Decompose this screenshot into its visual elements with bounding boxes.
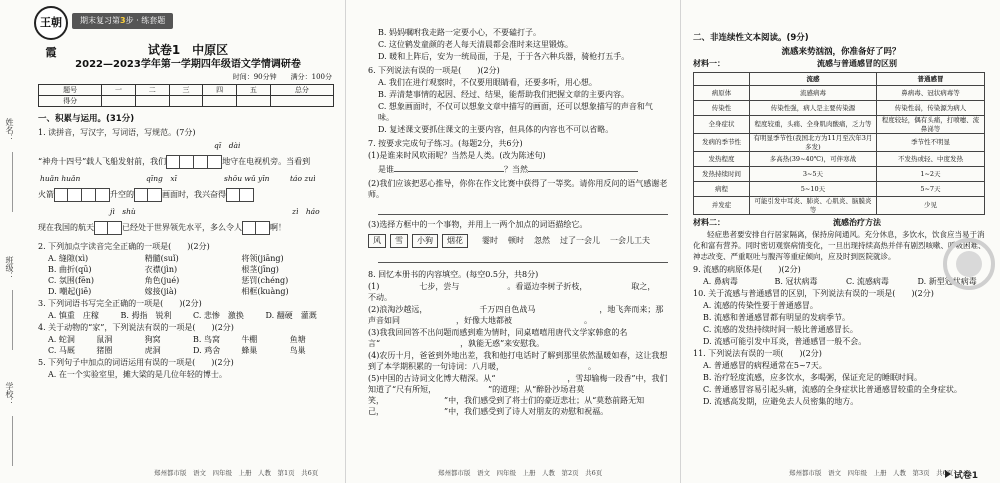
- option: 鱼塘: [289, 335, 306, 344]
- page-2-content: [368, 26, 684, 418]
- char-box-pair[interactable]: [242, 221, 270, 235]
- brand-logo: [34, 6, 68, 59]
- table-header-cell: 流感: [750, 73, 877, 86]
- q8-part-4: (4)农历十月，爸爸到外地出差，我和他打电话时了解到那里依然温暖如春，这让我想到了本学期积累的一句诗词：八月暖， 。: [368, 351, 668, 371]
- binding-sidebar: [0, 0, 26, 483]
- dotted-word: 霎时: [482, 236, 498, 245]
- choice-chip: 小狗: [412, 234, 438, 248]
- page-footer: 郑州都市版 语文 四年级 上册 人教 第2页 共6页: [438, 469, 603, 477]
- reading-heading: 流感来势汹汹，你准备好了吗？: [781, 47, 901, 57]
- choice-chip: 风: [368, 234, 386, 248]
- pinyin: qīng xī: [146, 174, 177, 183]
- q5-option-a: A. 在一个实验室里，摊大梁的是几位年轻的博士。: [48, 370, 227, 379]
- table-cell: 少见: [876, 197, 984, 215]
- q2-options-row: [38, 253, 338, 264]
- option: D. 新型冠状病毒: [917, 277, 977, 286]
- option: C. 氛围(fēn): [48, 276, 95, 285]
- score-cell[interactable]: [270, 96, 333, 107]
- q8-part-1: (1) 七步，尝与 。看逼边李树子折枝， 取之， 不动。: [368, 282, 684, 302]
- table-row: [694, 167, 985, 182]
- table-cell: 并发症: [694, 197, 750, 215]
- q7-part-2: (2)我们应该把恶心推导，你你在作文比赛中获得了一等奖。请你用反问的语气感谢老师。: [368, 179, 668, 199]
- table-cell: 季节性不明显: [876, 134, 984, 152]
- option: 根茎(jīng): [241, 265, 279, 274]
- option: C. 想象画面时，不仅可以想象文章中描写的画面，还可以想象描写的声音和气味。: [378, 102, 653, 122]
- answer-blank[interactable]: [394, 171, 504, 172]
- score-cell[interactable]: [102, 96, 136, 107]
- score-table-header: [39, 85, 334, 96]
- paper-tag: [945, 470, 978, 481]
- page-3: [680, 0, 1000, 483]
- q8-part-3: (3)我我回回答不出问题而感到难为情时，同桌嘻嘻用唐代文学家韩愈的名言“ ，孰能无惑”来安慰我。: [368, 328, 628, 348]
- question-3: 3. 下列词语书写完全正确的一项是( )(2分): [38, 299, 202, 308]
- pinyin: qī dài: [214, 141, 241, 150]
- score-cell[interactable]: [135, 96, 169, 107]
- q2-options-row: [38, 275, 338, 286]
- score-table: [38, 84, 334, 107]
- material-title: 流感与普通感冒的区别: [817, 59, 897, 68]
- q5-option-c: C. 这位鹤发童颜的老人每天清晨都会准时来这里锻炼。: [378, 40, 573, 49]
- table-row: [694, 152, 985, 167]
- option: B. 流感和普通感冒都有明显的发病季节。: [703, 313, 850, 322]
- score-header-cell: 总分: [270, 85, 333, 96]
- option: 蜂巢: [241, 346, 258, 355]
- table-cell: 3~5天: [750, 167, 877, 182]
- pinyin-row: [38, 172, 338, 185]
- table-cell: 可能引发中耳炎、肺炎、心肌炎、脑膜炎等: [750, 197, 877, 215]
- score-table-row: [39, 96, 334, 107]
- pinyin: táo zuì: [290, 174, 316, 183]
- q4-options-row: [38, 345, 338, 356]
- question-10: 10. 关于流感与普通感冒的区别，下列说法有误的一项是( )(2分): [693, 289, 934, 298]
- score-header-cell: 五: [237, 85, 271, 96]
- banner-text-1: 期末复习第: [80, 16, 120, 25]
- section-1-title: 一、积累与运用。(31分): [38, 114, 135, 124]
- paper-tag-label: 试卷1: [953, 471, 978, 481]
- fill-text: 现在我国的航天: [38, 223, 94, 232]
- score-header-cell: 题号: [39, 85, 102, 96]
- table-row: [694, 182, 985, 197]
- section-2-title: 二、非连续性文本阅读。(9分): [693, 33, 809, 43]
- option: 相框(kuàng): [241, 287, 289, 296]
- table-cell: 全身症状: [694, 116, 750, 134]
- q5-option-b: B. 妈妈嘱咐我走路一定要小心，不要磕打子。: [378, 28, 541, 37]
- table-cell: 鼻病毒、冠状病毒等: [876, 86, 984, 101]
- table-cell: 传染性: [694, 101, 750, 116]
- choice-chip: 雪: [390, 234, 408, 248]
- score-header-cell: 一: [102, 85, 136, 96]
- q4-options-row: [38, 334, 338, 345]
- sidebar-line: [12, 416, 13, 466]
- material-label: 材料一：: [693, 59, 725, 68]
- option: C. 流感的发热持续时间一般比普通感冒长。: [703, 325, 858, 334]
- fill-row-3: [38, 218, 338, 238]
- option: A. 鼻病毒: [703, 277, 738, 286]
- q2-options-row: [38, 264, 338, 275]
- option: 精髓(suǐ): [144, 254, 179, 263]
- question-9: 9. 流感的病原体是( )(2分): [693, 265, 801, 274]
- score-cell[interactable]: [237, 96, 271, 107]
- watermark-stamp: [943, 238, 995, 290]
- option: 衣襟(jìn): [144, 265, 178, 274]
- table-cell: 5~7天: [876, 182, 984, 197]
- option: C. 流感病毒: [846, 277, 889, 286]
- option: 狗窝: [144, 335, 161, 344]
- q9-options-row: [693, 276, 989, 287]
- option: B. 弄清楚事情的起因、经过、结果，能帮助我们把握文章的主要内容。: [378, 90, 629, 99]
- option: 牛棚: [241, 335, 258, 344]
- q5-option-d: D. 暖和上阵后，安为一统局面，于是，于于各六种兵器，骑枪打五手。: [378, 52, 630, 61]
- q8-part-2: (2)浪淘沙越远， 千万四自色战马 ，地飞奔而来；那声音如同 ，好像大地都被 。: [368, 305, 664, 325]
- answer-blank[interactable]: [528, 171, 638, 172]
- answer-line[interactable]: [378, 204, 668, 215]
- pinyin: jì shù: [110, 207, 136, 216]
- option: A. 慎重 庄稼: [48, 311, 99, 320]
- comparison-table: [693, 72, 985, 215]
- dotted-word: 过了一会儿: [560, 236, 600, 245]
- option: D. 嘲起(jiē): [48, 287, 92, 296]
- option: A. 我们在进行观察时，不仅要用眼睛看，还要多听，用心想。: [378, 78, 597, 87]
- question-7: 7. 按要求完成句子练习。(每题2分，共6分): [368, 139, 523, 148]
- page-3-content: [693, 30, 989, 408]
- option: A. 普通感冒的病程通常在5~7天。: [703, 361, 827, 370]
- table-cell: 不发热或轻、中度发热: [876, 152, 984, 167]
- table-cell: 多高热(39~40℃)，可伴寒战: [750, 152, 877, 167]
- page-2: [345, 0, 684, 483]
- choice-chip: 烟花: [442, 234, 468, 248]
- q7-part-1: (1)是谁来时风吹雨呢？当然是人类。(改为陈述句): [368, 151, 546, 160]
- table-row: [694, 86, 985, 101]
- score-header-cell: 二: [135, 85, 169, 96]
- fill-row-1: [38, 152, 338, 172]
- question-8: 8. 回忆本册书的内容填空。(每空0.5分，共8分): [368, 270, 539, 279]
- q3-options-row: [38, 310, 338, 321]
- banner-step: 3: [120, 16, 126, 25]
- pinyin: zì háo: [292, 207, 320, 216]
- q2-options-row: [38, 286, 338, 297]
- question-11: 11. 下列说法有误的一项( )(2分): [693, 349, 822, 358]
- material-2-text: 轻症患者要安排自行居家隔离，保持房间通风。充分休息，多饮水，饮食应当易于消化和富有营养。同时密切观察病情变化，一旦出现持续高热并伴有剧烈咳嗽、呼吸困难、神志改变、严重呕吐与腹泻等重症倾向，应及时到医院就诊。: [693, 230, 986, 261]
- table-cell: 发热程度: [694, 152, 750, 167]
- q7-part-3: (3)选择方框中的一个事物，并用上一两个加点的词语描绘它。: [368, 220, 588, 229]
- question-5: 5. 下列句子中加点的词语运用有误的一项是( )(2分): [38, 358, 234, 367]
- q8-part-5: (5)中国的古诗词文化博大精深。从“ ，雪却输梅一段香”中，我们知道了“尺有所短， ”的道理；从“醉卧沙场君莫笑， ”中，我们感受到了将士们的豪迈悲壮；从“莫愁前路无知己， ”中，我们感受到了诗人对朋友的劝慰和祝福。: [368, 374, 668, 416]
- fill-text: “神舟十四号”载人飞船发射前，我们: [38, 157, 167, 166]
- fill-text: 是谁: [378, 165, 394, 174]
- score-cell[interactable]: [169, 96, 203, 107]
- review-banner: [72, 13, 173, 29]
- option: C. 悲惨 激换: [193, 311, 244, 320]
- option: 鸟巢: [289, 346, 306, 355]
- table-cell: 程度较轻，偶有头痛，打喷嚏、流鼻涕等: [876, 116, 984, 134]
- exam-title: 试卷1 中原区: [147, 43, 229, 57]
- dotted-word: 一会儿工夫: [610, 236, 650, 245]
- table-cell: 流感病毒: [750, 86, 877, 101]
- option: B. 鸟窝: [192, 335, 220, 344]
- page-1-content: [38, 42, 338, 381]
- dotted-word: 忽然: [534, 236, 550, 245]
- table-cell: 1~2天: [876, 167, 984, 182]
- logo-text: 王朝霞: [40, 16, 62, 59]
- option: D. 流感可能引发中耳炎，普通感冒一般不会。: [703, 337, 867, 346]
- page-1: [0, 0, 345, 483]
- comparison-header-row: [694, 73, 985, 86]
- fill-text: 啊！: [270, 223, 286, 232]
- answer-line[interactable]: [378, 252, 668, 263]
- char-box-pair[interactable]: [166, 155, 222, 169]
- table-header-cell: [694, 73, 750, 86]
- option: 角色(jué): [144, 276, 180, 285]
- option: A. 流感的传染性要于普通感冒。: [703, 301, 818, 310]
- material-2-header: [693, 217, 989, 229]
- fill-text: 火箭: [38, 190, 54, 199]
- sidebar-school-label: 学校：: [5, 382, 14, 406]
- q7-part-1-answer: [368, 164, 668, 175]
- page-footer: 郑州都市版 语文 四年级 上册 人教 第1页 共6页: [154, 469, 319, 477]
- table-cell: 传染性强，病人是主要传染源: [750, 101, 877, 116]
- sidebar-class-label: 班级：: [5, 256, 14, 280]
- table-row: [694, 134, 985, 152]
- fill-row-2: [38, 185, 338, 205]
- question-1: 1. 读拼音，写汉字，写词语，写规范。(7分): [38, 128, 196, 137]
- option: D. 鸡舍: [192, 346, 221, 355]
- option: B. 治疗轻度流感，应多饮水，多喝粥，保证充足的睡眠时间。: [703, 373, 922, 382]
- pinyin-row: [38, 205, 338, 218]
- option: B. 曲折(qū): [48, 265, 92, 274]
- banner-text-2: 步 · 练套题: [125, 16, 166, 25]
- char-box-pair[interactable]: [226, 188, 254, 202]
- option: 将领(jiāng): [241, 254, 284, 263]
- option: B. 冠状病毒: [774, 277, 818, 286]
- sidebar-name-label: 姓名：: [5, 118, 14, 142]
- question-6: 6. 下列说法有误的一项是( )(2分): [368, 66, 500, 75]
- material-1-header: [693, 58, 989, 70]
- char-box-pair[interactable]: [94, 221, 122, 235]
- option: 嫁接(jià): [144, 287, 177, 296]
- page-footer: 郑州都市版 语文 四年级 上册 人教 第3页 共6页: [789, 469, 954, 477]
- option: 鼠洞: [96, 335, 113, 344]
- table-cell: 5~10天: [750, 182, 877, 197]
- table-cell: 发热持续时间: [694, 167, 750, 182]
- table-cell: 有明显季节性(我国北方为11月至次年3月多发): [750, 134, 877, 152]
- option: D. 复述课文要抓住课文的主要内容，但具体的内容也不可以省略。: [378, 125, 614, 134]
- material-label: 材料二：: [693, 218, 725, 227]
- table-row: [694, 197, 985, 215]
- pinyin-row: [38, 139, 338, 152]
- table-row: [694, 116, 985, 134]
- score-header-cell: 四: [203, 85, 237, 96]
- fill-text: ？当然: [504, 165, 528, 174]
- exam-meta: 时间：90分钟 满分：100分: [232, 73, 332, 81]
- option: D. 翻硬 灌溉: [265, 311, 317, 320]
- fill-text: 地守在电视机旁。当看到: [222, 157, 311, 166]
- option: 猪圈: [96, 346, 113, 355]
- table-cell: 发病的季节性: [694, 134, 750, 152]
- material-title: 流感治疗方法: [833, 218, 881, 227]
- sidebar-line: [12, 152, 13, 212]
- arrow-icon: [945, 470, 951, 478]
- score-header-cell: 三: [169, 85, 203, 96]
- table-cell: 程度较重，头痛、全身肌肉酸痛，乏力等: [750, 116, 877, 134]
- char-box-pair[interactable]: [134, 188, 162, 202]
- table-cell: 病程: [694, 182, 750, 197]
- option: A. 蛇洞: [48, 335, 75, 344]
- pinyin: huǎn huǎn: [40, 174, 81, 183]
- option: 惩罚(chéng): [241, 276, 289, 285]
- fill-text: 已经处于世界领先水平，多么令人: [122, 223, 242, 232]
- option: 虎洞: [144, 346, 161, 355]
- exam-subtitle: 2022—2023学年第一学期四年级语文学情调研卷: [75, 59, 301, 70]
- fill-text: 画面时，我兴奋得: [162, 190, 226, 199]
- q7-choice-row: [368, 234, 668, 248]
- option: D. 流感高发期，应避免去人员密集的地方。: [703, 397, 859, 406]
- table-header-cell: 普通感冒: [876, 73, 984, 86]
- score-cell[interactable]: [203, 96, 237, 107]
- table-cell: 病原体: [694, 86, 750, 101]
- option: A. 缝隙(xì): [48, 254, 89, 263]
- fill-text: 升空的: [110, 190, 134, 199]
- question-4: 4. 关于动物的“家”，下列说法有误的一项是( )(2分): [38, 323, 234, 332]
- score-row-label: 得分: [39, 96, 102, 107]
- table-cell: 传染性弱，传染源为病人: [876, 101, 984, 116]
- char-box-pair[interactable]: [54, 188, 110, 202]
- option: C. 普通感冒容易引起头痛，流感的全身症状比普通感冒较重的全身症状。: [703, 385, 962, 394]
- dotted-word: 顿时: [508, 236, 524, 245]
- option: B. 拇指 锐利: [120, 311, 172, 320]
- pinyin: shōu wǔ yīn: [224, 174, 270, 183]
- table-row: [694, 101, 985, 116]
- question-2: 2. 下列加点字读音完全正确的一项是( )(2分): [38, 242, 210, 251]
- sidebar-line: [12, 290, 13, 350]
- option: C. 马厩: [48, 346, 75, 355]
